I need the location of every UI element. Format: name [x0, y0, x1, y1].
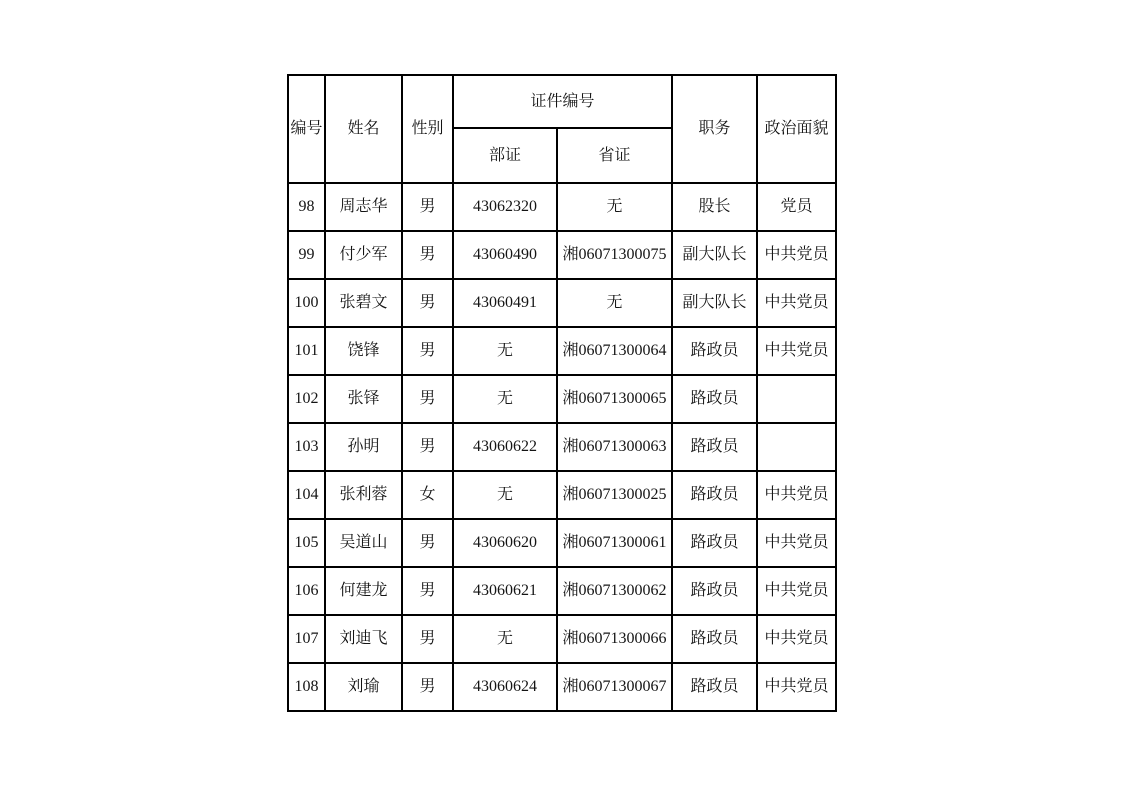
cell-position: 路政员 [672, 423, 757, 471]
table-row [288, 327, 836, 375]
cell-political [757, 423, 836, 471]
table-row [288, 183, 836, 231]
cell-position: 路政员 [672, 327, 757, 375]
header-no: 编号 [288, 75, 325, 183]
cell-gender: 男 [402, 519, 453, 567]
header-name: 姓名 [325, 75, 402, 183]
cell-position: 路政员 [672, 567, 757, 615]
cell-province-cert: 无 [557, 183, 672, 231]
table-row [288, 567, 836, 615]
cell-political: 中共党员 [757, 615, 836, 663]
cell-name: 张利蓉 [325, 471, 402, 519]
cell-ministry-cert: 43060620 [453, 519, 557, 567]
cell-gender: 男 [402, 375, 453, 423]
cell-no: 108 [288, 663, 325, 711]
cell-name: 张铎 [325, 375, 402, 423]
cell-position: 副大队长 [672, 231, 757, 279]
cell-political: 中共党员 [757, 279, 836, 327]
cell-gender: 男 [402, 231, 453, 279]
cell-province-cert: 湘06071300025 [557, 471, 672, 519]
cell-ministry-cert: 43060622 [453, 423, 557, 471]
cell-position: 路政员 [672, 471, 757, 519]
cell-political: 中共党员 [757, 663, 836, 711]
cell-ministry-cert: 43060491 [453, 279, 557, 327]
cell-no: 102 [288, 375, 325, 423]
cell-name: 张碧文 [325, 279, 402, 327]
table-row [288, 423, 836, 471]
cell-ministry-cert: 43060490 [453, 231, 557, 279]
cell-no: 105 [288, 519, 325, 567]
header-position: 职务 [672, 75, 757, 183]
cell-gender: 男 [402, 567, 453, 615]
cell-ministry-cert: 43060621 [453, 567, 557, 615]
table-row [288, 279, 836, 327]
header-political: 政治面貌 [757, 75, 836, 183]
cell-name: 刘瑜 [325, 663, 402, 711]
cell-no: 106 [288, 567, 325, 615]
cell-gender: 男 [402, 423, 453, 471]
cell-name: 孙明 [325, 423, 402, 471]
cell-position: 股长 [672, 183, 757, 231]
cell-province-cert: 湘06071300075 [557, 231, 672, 279]
cell-political: 中共党员 [757, 471, 836, 519]
cell-province-cert: 湘06071300067 [557, 663, 672, 711]
cell-ministry-cert: 43060624 [453, 663, 557, 711]
table-row [288, 615, 836, 663]
cell-position: 路政员 [672, 375, 757, 423]
cell-no: 99 [288, 231, 325, 279]
cell-no: 101 [288, 327, 325, 375]
cell-political: 中共党员 [757, 231, 836, 279]
header-cert-ministry: 部证 [453, 128, 557, 183]
cell-ministry-cert: 无 [453, 327, 557, 375]
cell-name: 何建龙 [325, 567, 402, 615]
cell-gender: 男 [402, 183, 453, 231]
table-row [288, 231, 836, 279]
cell-no: 98 [288, 183, 325, 231]
header-cert-group: 证件编号 [453, 75, 672, 128]
header-gender: 性别 [402, 75, 453, 183]
cell-political: 党员 [757, 183, 836, 231]
cell-political [757, 375, 836, 423]
cell-position: 副大队长 [672, 279, 757, 327]
table-row [288, 663, 836, 711]
table-row [288, 471, 836, 519]
cell-province-cert: 无 [557, 279, 672, 327]
cell-name: 吴道山 [325, 519, 402, 567]
cell-no: 104 [288, 471, 325, 519]
cell-no: 103 [288, 423, 325, 471]
cell-gender: 男 [402, 327, 453, 375]
table-row [288, 375, 836, 423]
cell-political: 中共党员 [757, 519, 836, 567]
cell-name: 刘迪飞 [325, 615, 402, 663]
cell-province-cert: 湘06071300063 [557, 423, 672, 471]
cell-province-cert: 湘06071300062 [557, 567, 672, 615]
cell-position: 路政员 [672, 615, 757, 663]
cell-gender: 男 [402, 663, 453, 711]
cell-province-cert: 湘06071300061 [557, 519, 672, 567]
cell-province-cert: 湘06071300065 [557, 375, 672, 423]
cell-province-cert: 湘06071300066 [557, 615, 672, 663]
cell-gender: 男 [402, 279, 453, 327]
cell-gender: 男 [402, 615, 453, 663]
cell-position: 路政员 [672, 663, 757, 711]
cell-name: 周志华 [325, 183, 402, 231]
header-row-top [288, 75, 836, 128]
cell-position: 路政员 [672, 519, 757, 567]
cell-name: 饶锋 [325, 327, 402, 375]
personnel-table [287, 74, 837, 712]
cell-name: 付少军 [325, 231, 402, 279]
cell-no: 100 [288, 279, 325, 327]
cell-ministry-cert: 无 [453, 375, 557, 423]
cell-no: 107 [288, 615, 325, 663]
cell-ministry-cert: 无 [453, 471, 557, 519]
cell-province-cert: 湘06071300064 [557, 327, 672, 375]
cell-ministry-cert: 无 [453, 615, 557, 663]
header-cert-province: 省证 [557, 128, 672, 183]
cell-ministry-cert: 43062320 [453, 183, 557, 231]
cell-political: 中共党员 [757, 327, 836, 375]
cell-political: 中共党员 [757, 567, 836, 615]
table-row [288, 519, 836, 567]
cell-gender: 女 [402, 471, 453, 519]
